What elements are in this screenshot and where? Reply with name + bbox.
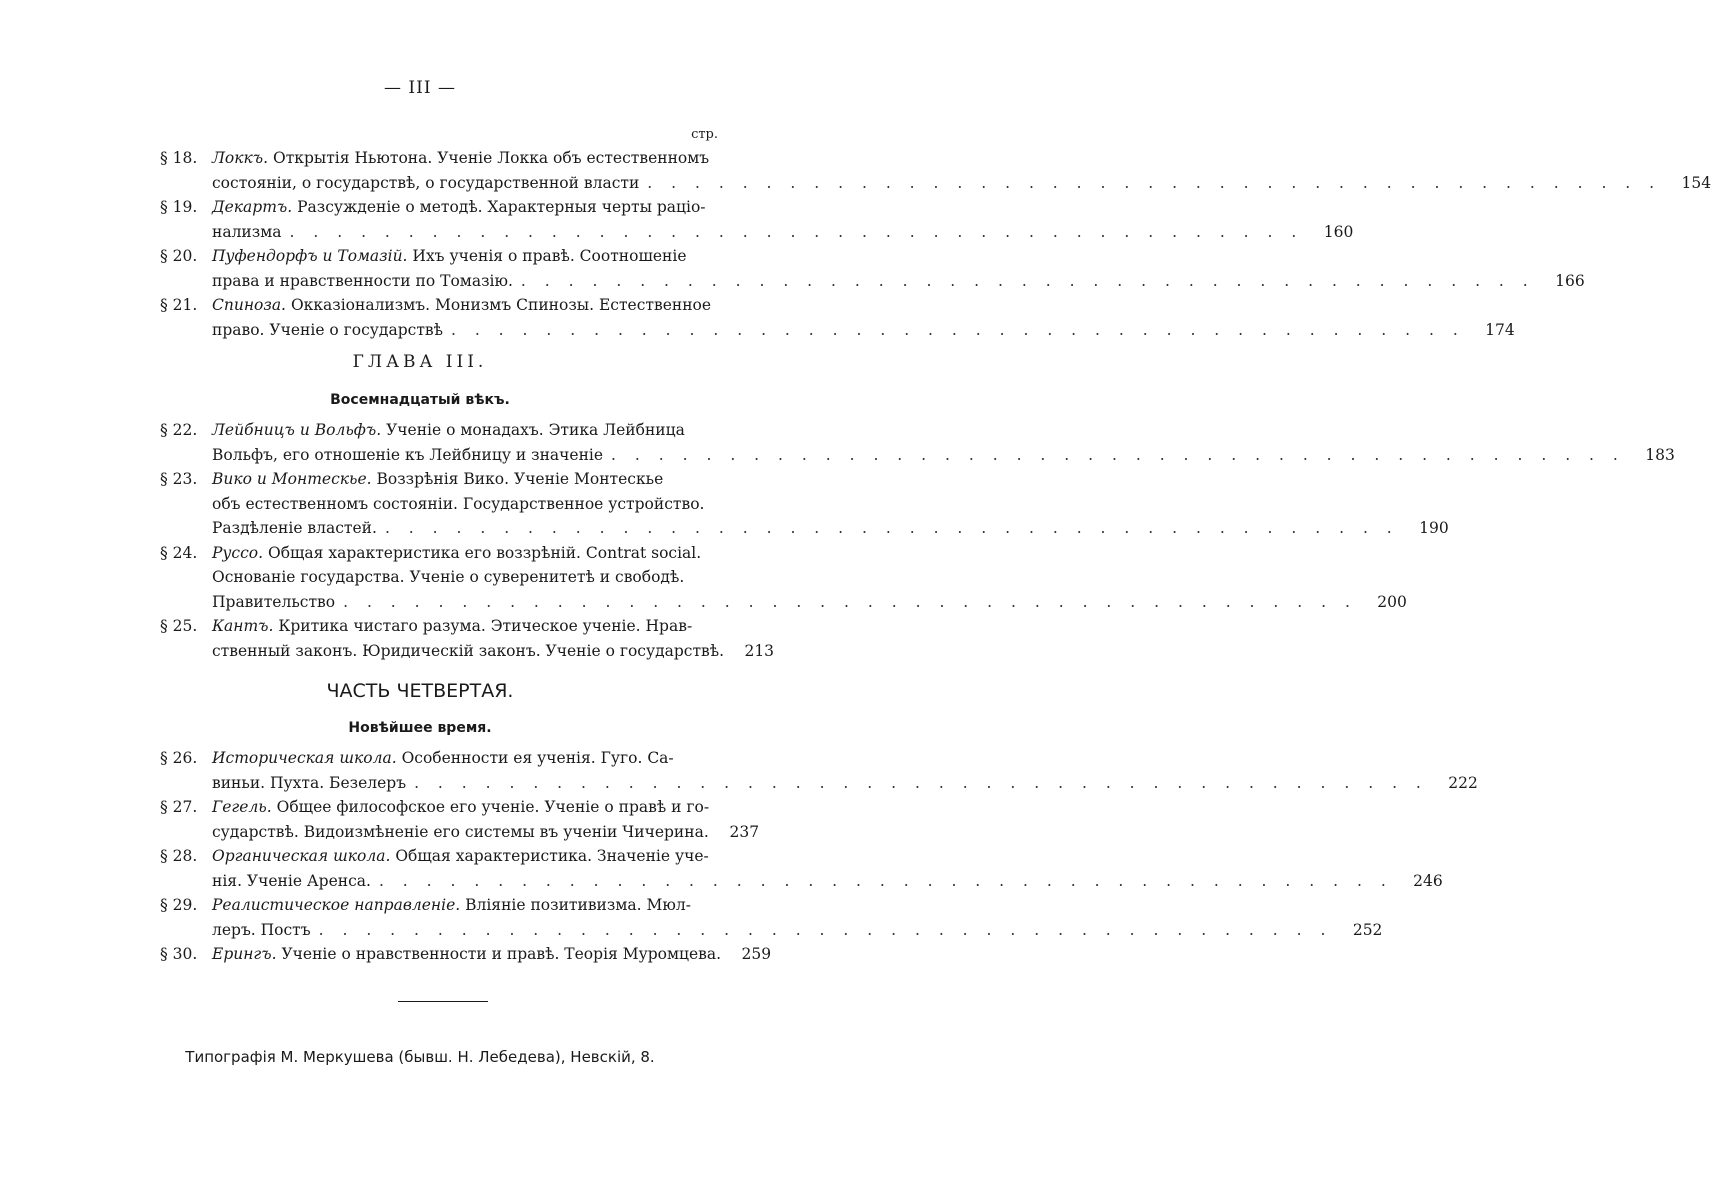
entry-text: нализма: [212, 222, 282, 241]
page-ref: 259: [741, 945, 772, 963]
entry-text: Вліяніе позитивизма. Мюл-: [465, 896, 691, 914]
section-number: § 27.: [160, 798, 198, 816]
section-number: § 22.: [160, 421, 198, 439]
toc-entry[interactable]: [160, 467, 1449, 541]
toc-entry[interactable]: [160, 195, 1354, 244]
toc-entry[interactable]: [160, 293, 1515, 342]
entry-title: Реалистическое направленіе.: [212, 896, 461, 914]
entry-title: Кантъ.: [212, 617, 274, 635]
toc-entry[interactable]: [160, 893, 1383, 942]
section-number: § 24.: [160, 543, 198, 562]
entry-text: Открытія Ньютона. Ученіе Локка объ естественномъ: [272, 149, 710, 167]
entry-text: Ихъ ученія о правѣ. Соотношеніе: [412, 247, 687, 265]
section-number: § 21.: [160, 296, 198, 314]
entry-text: ственный законъ. Юридическій законъ. Ученіе о государствѣ.: [212, 641, 725, 660]
entry-text: Общая характеристика его воззрѣній. Contrat social.: [267, 543, 702, 562]
entry-title: Ерингъ.: [212, 945, 277, 963]
entry-title: Пуфендорфъ и Томазій.: [212, 247, 408, 265]
entry-title: Историческая школа.: [212, 749, 397, 767]
entry-text: виньи. Пухта. Безелеръ: [212, 773, 407, 792]
toc-entry[interactable]: [160, 795, 760, 844]
entry-text: права и нравственности по Томазію.: [212, 271, 513, 290]
printer-imprint: Типографія М. Меркушева (бывш. Н. Лебедева), Невскій, 8.: [185, 1048, 655, 1066]
entry-text: сударствѣ. Видоизмѣненіе его системы въ ученіи Чичерина.: [212, 822, 709, 841]
chapter-subtitle: Восемнадцатый вѣкъ.: [330, 392, 510, 408]
page-column-label: стр.: [691, 127, 718, 142]
page-ref: 252: [1352, 920, 1383, 939]
toc-entry[interactable]: [160, 844, 1443, 893]
toc-entry[interactable]: [160, 541, 1407, 615]
entry-title: Органическая школа.: [212, 847, 391, 865]
entry-text: Ученіе о монадахъ. Этика Лейбница: [386, 421, 685, 439]
entry-text: Общая характеристика. Значеніе уче-: [395, 847, 709, 865]
page-number: — III —: [384, 78, 456, 98]
entry-title: Локкъ.: [212, 149, 269, 167]
toc-chapter-3: [160, 418, 1675, 663]
page-ref: 160: [1323, 222, 1354, 241]
page-ref: 183: [1645, 445, 1675, 464]
entry-text: Правительство: [212, 592, 336, 611]
toc-part-4: [160, 746, 1478, 967]
entry-text: Ученіе о нравственности и правѣ. Теорія Муромцева.: [281, 945, 722, 963]
entry-text: Окказіонализмъ. Монизмъ Спинозы. Естественное: [290, 296, 712, 314]
entry-text: леръ. Постъ: [212, 920, 311, 939]
page-ref: 200: [1377, 592, 1407, 611]
toc-entry[interactable]: [160, 746, 1478, 795]
entry-title: Лейбницъ и Вольфъ.: [212, 421, 382, 439]
section-number: § 18.: [160, 149, 198, 167]
section-number: § 19.: [160, 198, 198, 216]
page-ref: 166: [1555, 271, 1585, 290]
toc-entry[interactable]: [160, 244, 1585, 293]
section-number: § 25.: [160, 617, 198, 635]
page-ref: 190: [1419, 519, 1449, 537]
entry-title: Гегель.: [212, 798, 272, 816]
entry-text: право. Ученіе о государствѣ: [212, 320, 443, 339]
page-ref: 222: [1448, 773, 1478, 792]
entry-text: состояніи, о государствѣ, о государственной власти: [212, 173, 640, 192]
toc-entry[interactable]: [160, 942, 772, 967]
entry-title: Руссо.: [212, 543, 264, 562]
section-number: § 23.: [160, 470, 198, 488]
toc-entry[interactable]: [160, 146, 1711, 195]
page-ref: 154: [1681, 173, 1711, 192]
part-subtitle: Новѣйшее время.: [348, 720, 492, 736]
entry-text: Воззрѣнія Вико. Ученіе Монтескье: [376, 470, 664, 488]
entry-text: Общее философское его ученіе. Ученіе о правѣ и го-: [276, 798, 710, 816]
divider-rule: [398, 1001, 488, 1002]
page-ref: 174: [1485, 320, 1515, 339]
toc-section-1: [160, 146, 1711, 342]
section-number: § 29.: [160, 896, 198, 914]
part-title: ЧАСТЬ ЧЕТВЕРТАЯ.: [326, 680, 514, 702]
page-ref: 237: [729, 822, 760, 841]
section-number: § 26.: [160, 749, 198, 767]
page-ref: 213: [744, 641, 775, 660]
entry-title: Вико и Монтескье.: [212, 470, 372, 488]
entry-text: Раздѣленіе властей.: [212, 519, 377, 537]
chapter-title: ГЛАВА III.: [352, 352, 488, 372]
toc-entry[interactable]: [160, 418, 1675, 467]
section-number: § 20.: [160, 247, 198, 265]
entry-text: Основаніе государства. Ученіе о суверенитетѣ и свободѣ.: [212, 568, 685, 586]
entry-title: Декартъ.: [212, 198, 293, 216]
entry-text: Особенности ея ученія. Гуго. Са-: [401, 749, 674, 767]
section-number: § 28.: [160, 847, 198, 865]
toc-entry[interactable]: [160, 614, 775, 663]
section-number: § 30.: [160, 945, 198, 963]
page-ref: 246: [1413, 871, 1443, 890]
entry-text: Критика чистаго разума. Этическое ученіе. Нрав-: [278, 617, 693, 635]
entry-text: объ естественномъ состояніи. Государственное устройство.: [212, 494, 705, 513]
entry-text: Разсужденіе о методѣ. Характерныя черты раціо-: [297, 198, 706, 216]
entry-text: Вольфъ, его отношеніе къ Лейбницу и значеніе: [212, 445, 604, 464]
entry-text: нія. Ученіе Аренса.: [212, 871, 371, 890]
entry-title: Спиноза.: [212, 296, 286, 314]
